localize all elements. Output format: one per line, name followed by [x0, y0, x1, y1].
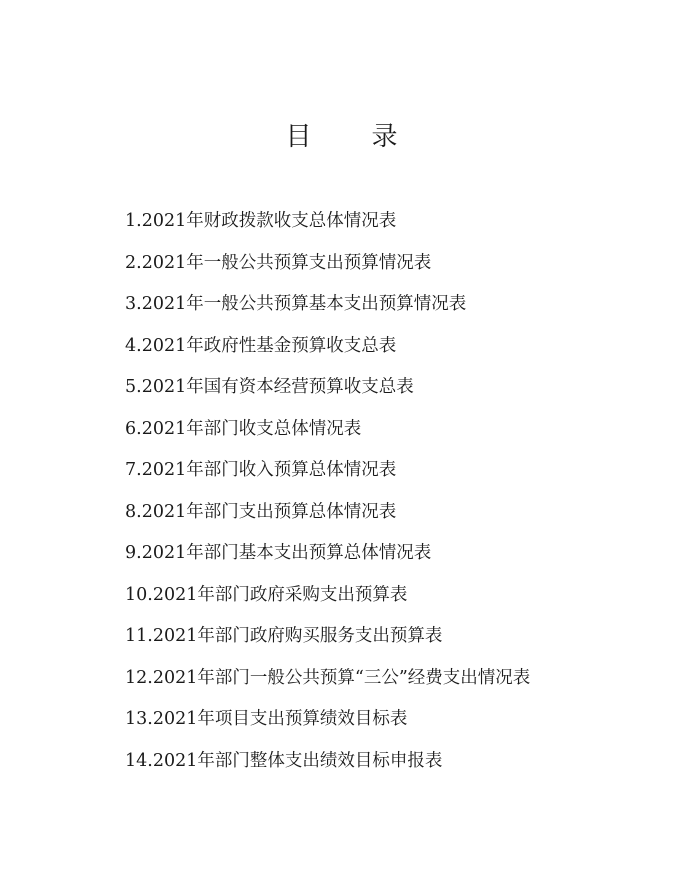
- table-of-contents: [125, 205, 530, 786]
- toc-item: 7.2021年部门收入预算总体情况表: [125, 460, 397, 480]
- toc-item: 8.2021年部门支出预算总体情况表: [125, 501, 397, 522]
- toc-item: 2.2021年一般公共预算支出预算情况表: [125, 252, 432, 273]
- title-char-2: 录: [371, 122, 398, 152]
- toc-item: 5.2021年国有资本经营预算收支总表: [125, 377, 414, 397]
- toc-item: 10.2021年部门政府采购支出预算表: [125, 584, 408, 605]
- toc-item: 14.2021年部门整体支出绩效目标申报表: [125, 750, 443, 771]
- toc-item: 3.2021年一般公共预算基本支出预算情况表: [125, 294, 467, 314]
- toc-item: 9.2021年部门基本支出预算总体情况表: [125, 543, 432, 563]
- toc-item: 12.2021年部门一般公共预算“三公”经费支出情况表: [125, 667, 531, 688]
- toc-item: 1.2021年财政拨款收支总体情况表: [125, 211, 397, 231]
- title-char-1: 目: [285, 122, 312, 152]
- toc-item: 11.2021年部门政府购买服务支出预算表: [125, 626, 443, 646]
- toc-item: 6.2021年部门收支总体情况表: [125, 418, 362, 439]
- page-title: [0, 116, 683, 153]
- toc-item: 13.2021年项目支出预算绩效目标表: [125, 709, 408, 729]
- toc-item: 4.2021年政府性基金预算收支总表: [125, 335, 397, 356]
